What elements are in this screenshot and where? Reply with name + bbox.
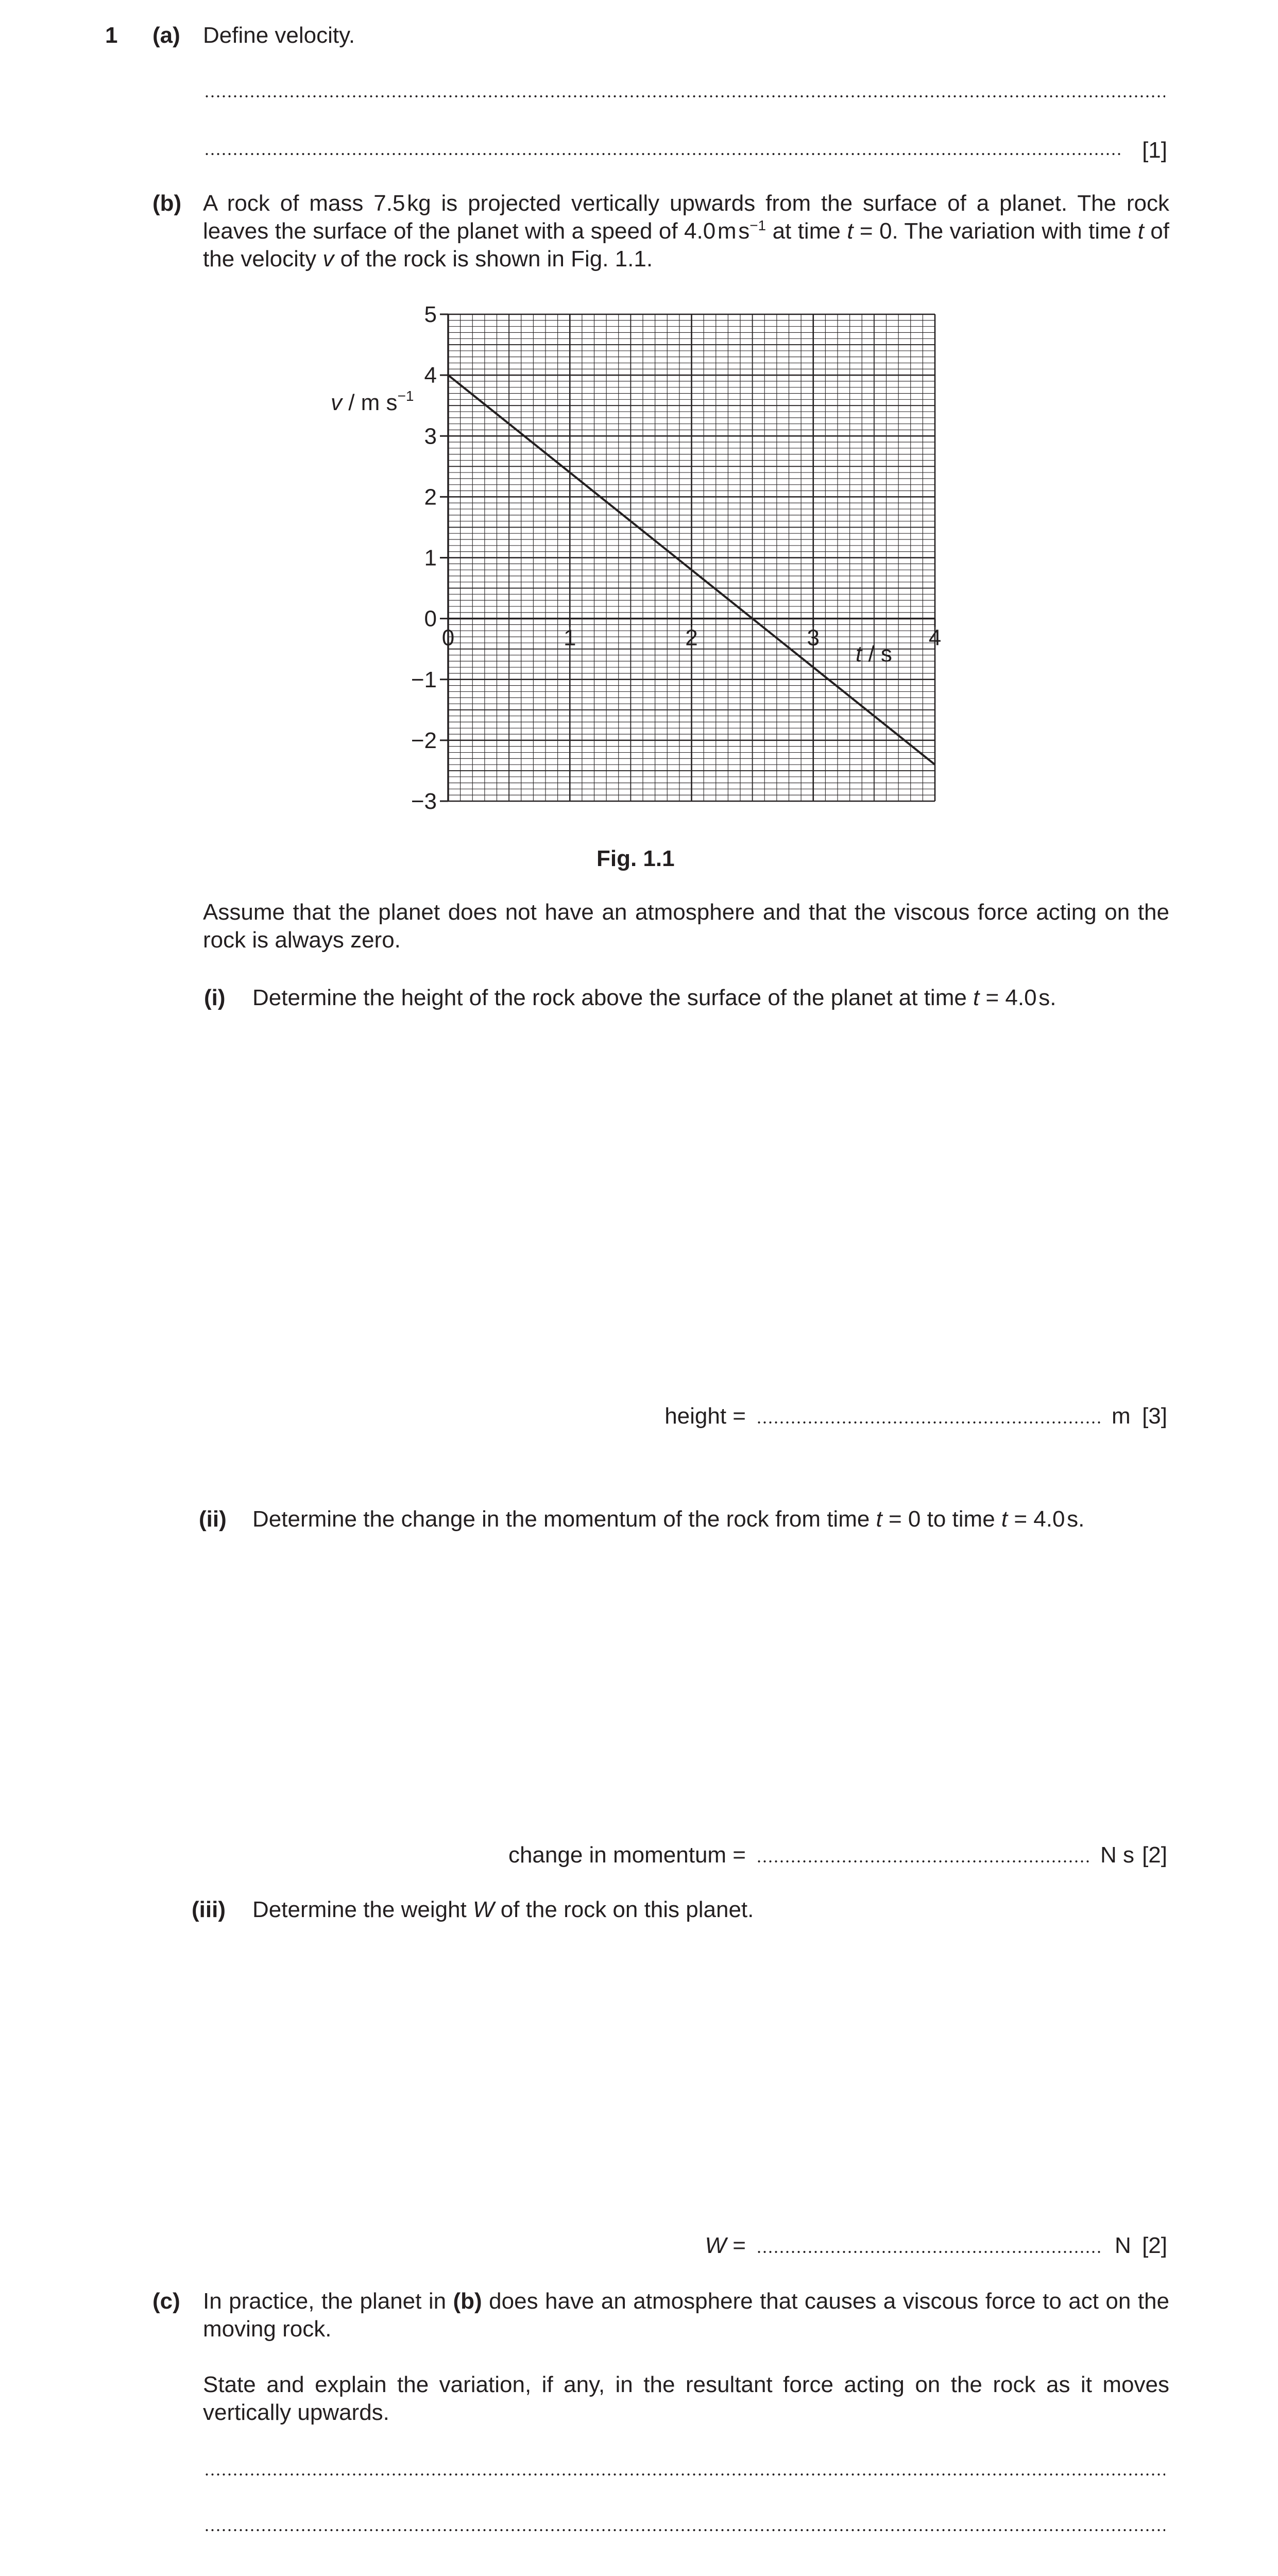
part-b-i-label: (i) <box>204 985 226 1010</box>
x-tick-label: 1 <box>564 625 576 651</box>
part-c-text-2: State and explain the variation, if any, in the resultant force acting on the rock as it moves vertically upwards. <box>203 2372 1169 2425</box>
part-b-i-marks: [3] <box>1142 1403 1167 1429</box>
height-unit: m <box>1112 1403 1131 1429</box>
answer-line-c2[interactable] <box>204 2529 1165 2532</box>
part-b-iii-marks: [2] <box>1142 2233 1167 2258</box>
y-tick-label: 3 <box>424 423 437 449</box>
y-tick-label: 2 <box>424 484 437 510</box>
part-b-iii-prompt: Determine the weight W of the rock on this planet. <box>252 1897 754 1922</box>
x-axis-label: t / s <box>856 641 892 667</box>
y-tick-label: −2 <box>411 727 437 753</box>
y-tick-label: −1 <box>411 667 437 692</box>
part-a-label: (a) <box>152 23 180 48</box>
figure-caption: Fig. 1.1 <box>597 846 675 871</box>
weight-answer-line[interactable] <box>756 2250 1102 2253</box>
x-tick-label: 4 <box>928 625 942 651</box>
part-b-iii-label: (iii) <box>192 1897 226 1922</box>
velocity-time-graph <box>0 0 1278 835</box>
y-tick-label: −3 <box>411 789 437 814</box>
part-b-label: (b) <box>152 191 182 216</box>
y-tick-label: 4 <box>424 363 437 388</box>
momentum-answer-line[interactable] <box>756 1860 1089 1863</box>
momentum-answer-label: change in momentum = <box>508 1842 746 1868</box>
part-a-marks: [1] <box>1142 138 1167 163</box>
part-b-intro: A rock of mass 7.5 kg is projected vertically upwards from the surface of a planet. The rock leaves the surface of the planet with a speed of 4.0 m $s^{-1}$ at time t = 0. The variation with time t of the velocity v of the rock is shown in Fig. 1.1. <box>203 191 1170 272</box>
y-axis-label: v / m $s^{-1}$ <box>331 388 414 415</box>
question-number: 1 <box>105 23 118 48</box>
y-tick-label: 5 <box>424 302 437 327</box>
weight-answer-label: W = <box>705 2233 746 2258</box>
x-tick-label: 0 <box>441 625 455 651</box>
part-c-text-1: In practice, the planet in (b) does have an atmosphere that causes a viscous force to act on the moving rock. <box>203 2289 1169 2342</box>
momentum-unit: N s <box>1100 1842 1134 1868</box>
part-a-prompt: Define velocity. <box>203 23 355 48</box>
part-b-ii-label: (ii) <box>199 1506 227 1532</box>
answer-line-c1[interactable] <box>204 2473 1165 2476</box>
y-tick-label: 1 <box>424 545 437 571</box>
part-b-i-prompt: Determine the height of the rock above the surface of the planet at time t = 4.0 s. <box>252 985 1057 1010</box>
weight-unit: N <box>1115 2233 1131 2258</box>
height-answer-label: height = <box>664 1403 746 1429</box>
part-b-ii-marks: [2] <box>1142 1842 1167 1868</box>
assumption-text: Assume that the planet does not have an atmosphere and that the viscous force acting on the rock is always zero. <box>203 900 1169 953</box>
part-b-ii-prompt: Determine the change in the momentum of the rock from time t = 0 to time t = 4.0 s. <box>252 1506 1085 1532</box>
y-tick-label: 0 <box>424 606 437 632</box>
height-answer-line[interactable] <box>756 1421 1102 1424</box>
x-tick-label: 2 <box>685 625 698 651</box>
x-tick-label: 3 <box>807 625 820 651</box>
part-c-label: (c) <box>152 2289 180 2314</box>
